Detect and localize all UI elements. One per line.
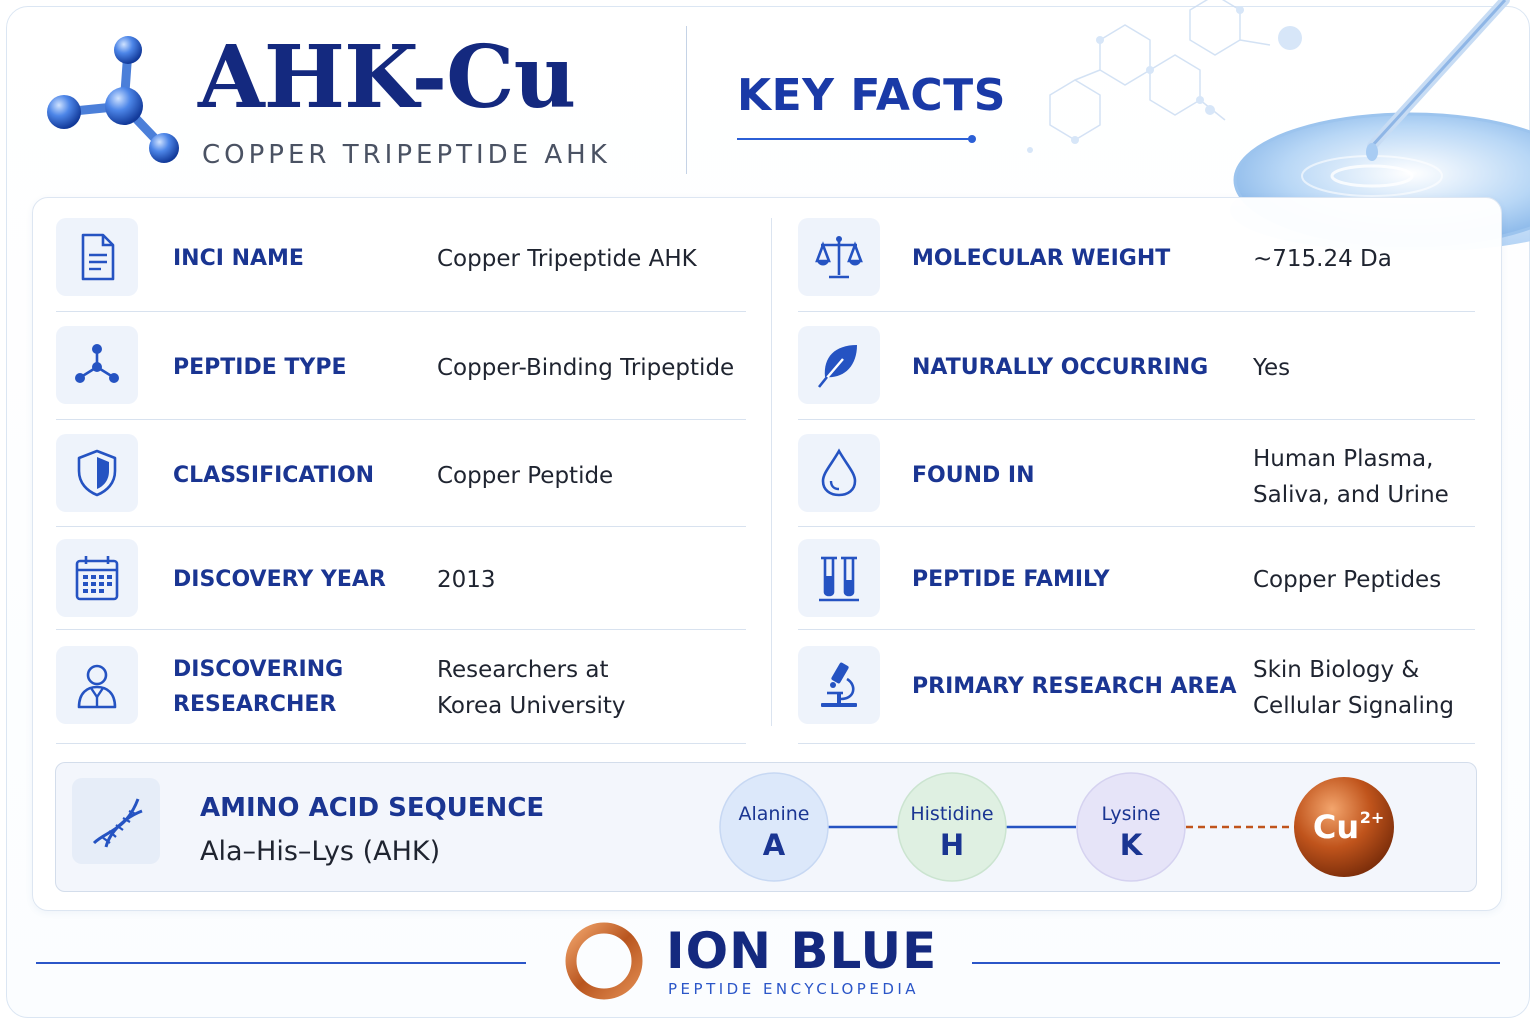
residue-lysine — [1077, 773, 1185, 881]
fact-label: NATURALLY OCCURRING — [912, 355, 1209, 380]
fact-row-primary-research-area — [798, 630, 1475, 744]
microscope-icon — [798, 646, 880, 724]
document-icon — [56, 218, 138, 296]
fact-label: CLASSIFICATION — [173, 463, 375, 488]
column-divider — [771, 218, 772, 726]
header-divider — [686, 26, 687, 174]
fact-label: PEPTIDE TYPE — [173, 355, 347, 380]
copper-ring-logo-icon — [562, 918, 646, 1004]
fact-value: Copper Peptides — [1253, 567, 1442, 593]
residue-letter: A — [762, 828, 786, 862]
row-divider — [798, 743, 1475, 744]
residue-name: Histidine — [910, 803, 994, 825]
fact-row-found-in — [798, 420, 1475, 527]
droplet-icon — [798, 434, 880, 512]
fact-value-line2: Saliva, and Urine — [1253, 482, 1449, 508]
key-facts-underline-dot — [968, 135, 976, 143]
key-facts-heading: KEY FACTS — [737, 70, 1006, 121]
fact-value-line1: Skin Biology & — [1253, 657, 1420, 683]
researcher-icon — [56, 646, 138, 724]
amino-acid-chain-diagram — [700, 765, 1420, 889]
page-title: AHK-Cu — [198, 27, 576, 128]
page-subtitle: COPPER TRIPEPTIDE AHK — [202, 140, 611, 170]
residue-letter: K — [1119, 828, 1143, 862]
molecule-icon — [56, 326, 138, 404]
fact-row-molecular-weight — [798, 216, 1475, 312]
dna-icon — [72, 778, 160, 864]
residue-alanine — [720, 773, 828, 881]
leaf-icon — [798, 326, 880, 404]
key-facts-underline — [737, 138, 973, 140]
fact-label: INCI NAME — [173, 246, 304, 271]
fact-row-peptide-type — [56, 312, 746, 420]
fact-label: MOLECULAR WEIGHT — [912, 246, 1171, 271]
copper-ion — [1294, 777, 1394, 877]
fact-row-discovery-year — [56, 527, 746, 630]
shield-icon — [56, 434, 138, 512]
fact-value: Copper Tripeptide AHK — [437, 246, 697, 272]
molecule-logo-icon — [40, 30, 190, 170]
fact-value-line1: Human Plasma, — [1253, 446, 1434, 472]
fact-row-classification — [56, 420, 746, 527]
brand-tagline: PEPTIDE ENCYCLOPEDIA — [668, 980, 920, 998]
fact-label-line2: RESEARCHER — [173, 692, 337, 717]
fact-value: Copper Peptide — [437, 463, 614, 489]
scale-icon — [798, 218, 880, 296]
sequence-value: Ala–His–Lys (AHK) — [200, 836, 441, 867]
fact-row-inci-name — [56, 216, 746, 312]
fact-value-line1: Researchers at — [437, 657, 609, 683]
copper-charge: 2+ — [1359, 808, 1385, 827]
fact-value-line2: Korea University — [437, 693, 626, 719]
fact-value: Yes — [1253, 355, 1291, 381]
residue-name: Alanine — [738, 803, 810, 825]
fact-label: FOUND IN — [912, 463, 1035, 488]
fact-value-line2: Cellular Signaling — [1253, 693, 1455, 719]
calendar-icon — [56, 539, 138, 617]
fact-value: Copper-Binding Tripeptide — [437, 355, 735, 381]
fact-value: ~715.24 Da — [1253, 246, 1392, 272]
row-divider — [56, 743, 746, 744]
fact-value: 2013 — [437, 567, 496, 593]
fact-row-peptide-family — [798, 527, 1475, 630]
fact-label: PEPTIDE FAMILY — [912, 567, 1110, 592]
residue-name: Lysine — [1101, 803, 1161, 825]
footer-line-left — [36, 962, 526, 964]
copper-symbol: Cu — [1312, 808, 1360, 846]
fact-label-line1: DISCOVERING — [173, 657, 344, 682]
residue-letter: H — [939, 828, 965, 862]
brand-name: ION BLUE — [666, 922, 938, 980]
residue-histidine — [898, 773, 1006, 881]
sequence-label: AMINO ACID SEQUENCE — [200, 793, 545, 823]
fact-row-naturally-occurring — [798, 312, 1475, 420]
fact-label: DISCOVERY YEAR — [173, 567, 386, 592]
test-tubes-icon — [798, 539, 880, 617]
fact-label: PRIMARY RESEARCH AREA — [912, 674, 1237, 699]
footer-line-right — [972, 962, 1500, 964]
fact-row-discovering-researcher — [56, 630, 746, 744]
